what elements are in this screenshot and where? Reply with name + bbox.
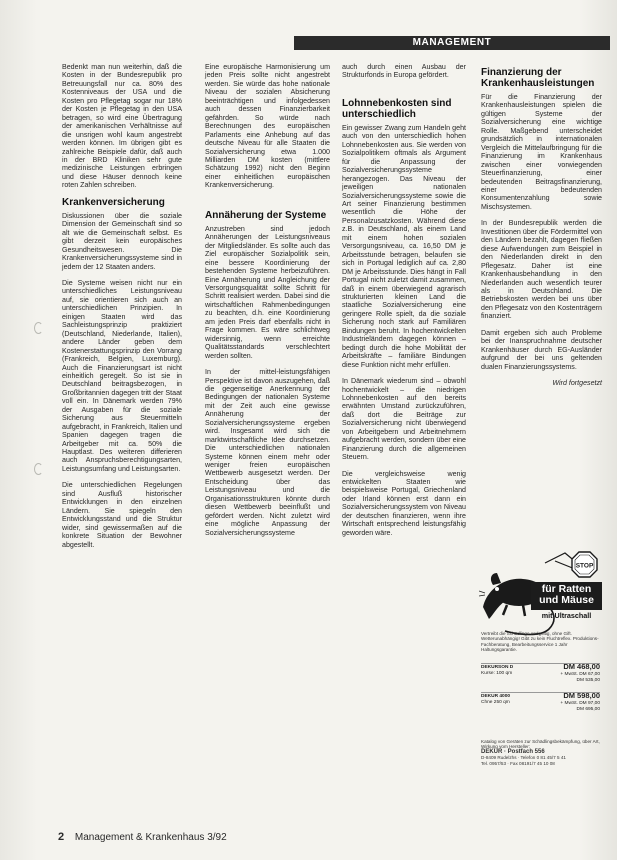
ad-contact: Tel. 0957/53 · Fax 08191/7 45 10 08 <box>481 760 555 766</box>
model-name: DEKURSON D <box>481 665 514 670</box>
page-footer <box>58 831 227 843</box>
paragraph: Die unterschiedlichen Regelungen sind Ausfluß historischer Entwicklungen in den einzelnen Ländern. Sie spiegeln den Entwicklungsstand und die Struktur wider, sind gewissermaßen auf die konkrete Situation der Bewohner abgestellt. <box>62 481 182 549</box>
continuation-note: Wird fortgesetzt <box>552 379 602 388</box>
model-spec: Kurse: 100 qm <box>481 671 513 676</box>
subheading: Lohnnebenkosten sind unterschiedlich <box>342 97 452 120</box>
paragraph: Eine europäische Harmonisierung um jeden Preis sollte nicht angestrebt werden. Sie würde das hohe nationale Niveau der sozialen Absicherung beeinträchtigen und infolgedessen auch dessen Finanzierbarkeit gefährden. So würde nach Berechnungen des europäischen Parlaments eine Anhebung auf das deutsche Niveau für alle Staaten die Sozialversicherung etwa 1.000 Milliarden DM kosten (mittlere Schätzung 1992) nicht den Beginn einer einheitlichen europäischen Krankenversicherung. <box>205 63 330 190</box>
model-vat: + MwSt. DM 67,00 <box>560 672 600 677</box>
ad-footer-text: Katalog von Geräten zur Schädlingsbekämpfung, über Art, Wirkung vom Hersteller: <box>481 739 600 750</box>
ad-price-row <box>481 663 600 692</box>
model-vat: + MwSt. DM 97,00 <box>560 701 600 706</box>
column-1 <box>62 63 182 549</box>
advertisement <box>479 549 602 821</box>
paragraph: In Dänemark wiederum sind – obwohl hochentwickelt – die niedrigen Lohnnebenkosten auf den bereits erwähnten Umstand zurückzuführen, daß dort die Beiträge zur Sozialversicherung nicht überwiegend von Arbeitgebern und Arbeitnehmern aufgebracht werden, sondern über eine Finanzierung durch die allgemeinen Steuern. <box>342 377 466 462</box>
subheading: Annäherung der Systeme <box>205 209 327 221</box>
column-4 <box>481 63 602 388</box>
publication-name: Management & Krankenhaus 3/92 <box>74 832 227 843</box>
paragraph: In der mittel-leistungsfähigen Perspektive ist davon auszugehen, daß die gegenseitige Anerkennung der Bedingungen der nationalen Systeme mit der Zeit auch eine gewisse Annäherung der Sozialversicherungssysteme ergeben wird. Insgesamt wird sich die marktwirtschaftliche Idee durchsetzen. Die unterschiedlichen nationalen Systeme können einem mehr oder weniger freien europäischen Wettbewerb ausgesetzt werden. Der Entscheidung über das Leistungsniveau und die Organisationsstrukturen könnte durch diesen Wettbewerb beeinflußt und gefördert werden. Nicht zuletzt wird eine mögliche Anpassung der Sozialversicherungssysteme <box>205 368 330 537</box>
model-total: DM 535,00 <box>576 678 600 683</box>
paragraph: Für die Finanzierung der Krankenhausleistungen spielen die gültigen Systeme der Sozialversicherung eine wichtige Rolle. Maßgebend unterscheidet grundsätzlich in internationalen Vergleich die Mittelaufbringung für die Finanzierung im Krankenhaus zwischen einer vorwiegenden Steuerfinanzierung, einer bedeutenden Beitragsfinanzierung, einer bedeutenden Konsumentenzahlung sowie Mischsystemen. <box>481 93 602 211</box>
ad-headline <box>531 582 602 610</box>
model-price: DM 468,00 <box>563 662 600 671</box>
paragraph: Diskussionen über die soziale Dimension der Gemeinschaft sind so alt wie die Gemeinschaft selbst. Es gibt derzeit kein europäisches Gesundheitswesen. Die Krankenversicherungssysteme sind in jedem der 12 Staaten anders. <box>62 211 182 271</box>
binder-hole-mark <box>34 322 43 334</box>
paragraph: Bedenkt man nun weiterhin, daß die Kosten in der Bundesrepublik pro Betreuungsfall nur ca. 80% des Kostenniveaus der USA und die Kosten pro Pflegetag sogar nur 18% der Kosten je Pflegetag in den USA betragen, so wird eine Übertragung der amerikanischen Verhältnisse auf die unsrigen wohl kaum angestrebt werden können. Im übrigen gibt es zahlreiche Beispiele dafür, daß auch in der BRD Kliniken sehr gute medizinische Leistungen erbringen und diese Häuser dennoch keine roten Zahlen schreiben. <box>62 63 182 190</box>
model-name: DEKUR 4000 <box>481 694 511 699</box>
paragraph: Ein gewisser Zwang zum Handeln geht auch von den unterschiedlich hohen Lohnnebenkosten aus. Sie werden von Sozialpolitikern oftmals als Argument für die Anpassung der Sozialversicherungssysteme herangezogen. Das Niveau der jeweiligen nationalen Sozialversicherungssysteme sowie die Art seiner Finanzierung bestimmen wesentlich die Höhe der Personalzusatzkosten. Während diese z.B. in Deutschland, als einem Land mit einem hohen sozialen Versorgungsniveau, ca. 16,50 DM je Arbeitsstunde betragen, belaufen sie sich in Portugal lediglich auf ca. 2,80 DM je Arbeitsstunde. Dies hängt in Fall Portugal nicht zuletzt damit zusammen, daß in einem überwiegend agrarisch strukturierten kleinen Land die staatliche Sozialversicherung eine geringere Rolle spielt, da die soziale Sicherung noch stark auf Familiären Bindungen beruht. In hochentwickelten Industrieländern dagegen können – bedingt durch die hohe Mobilität der Arbeitskräfte – familiäre Bindungen diese Funktion nicht mehr erfüllen. <box>342 123 466 369</box>
column-3 <box>342 63 466 537</box>
ad-price-table <box>481 663 600 721</box>
ad-headline-line: für Ratten <box>541 583 592 595</box>
section-label: MANAGEMENT <box>412 37 492 48</box>
stop-sign-text: STOP <box>575 562 594 570</box>
subheading: Krankenversicherung <box>62 196 165 208</box>
section-header-band <box>294 36 610 50</box>
ad-address: D-8409 Rudelzhs · Telefon 0 81 45/7 5 41 <box>481 755 566 761</box>
ad-headline-line: und Mäuse <box>539 593 594 606</box>
ad-brand: DEKUR · Postfach 556 <box>481 748 545 755</box>
ad-subheadline: mit Ultraschall <box>541 611 592 620</box>
paragraph: Damit ergeben sich auch Probleme bei der Inanspruchnahme deutscher Krankenhäuser durch EG-Ausländer aufgrund der bei uns geltenden dualen Finanzierungssystems. <box>481 328 602 371</box>
ad-price-row <box>481 692 600 721</box>
column-2 <box>205 63 330 537</box>
subheading: Finanzierung der Krankenhausleistungen <box>481 67 595 89</box>
page-number: 2 <box>58 831 65 843</box>
ad-footer <box>481 739 600 766</box>
paragraph: Die Systeme weisen nicht nur ein unterschiedliches Leistungsniveau auf, sie orientieren sich auch an unterschiedlichen Prinzipien. In einigen Staaten wird das Sachleistungsprinzip praktiziert (Deutschland, Niederlande, Italien), andere Länder geben dem Kostenerstattungsprinzip den Vorrang (Frankreich, Belgien, Luxemburg). Auch die Finanzierungsart ist nicht einheitlich geregelt. So ist sie in Deutschland beitragsbezogen, in Großbritannien dagegen tritt der Staat voll ein. In Dänemark werden 79% der Ausgaben für die soziale Sicherung aus Steuermitteln aufgebracht, in Frankreich, Italien und Spanien dagegen tragen die Arbeitgeber mit ca. 50% die Hauptlast. Des weiteren differieren auch Anspruchsberechtigungsarten, Leistungsumfang und Leistungsarten. <box>62 278 182 473</box>
paragraph: Anzustreben sind jedoch Annäherungen der Leistungsniveaus der Mitgliedsländer. Es sollte auch das Ziel europäischer Sozialpolitik sein, eine bessere Koordinierung der bestehenden Systeme herbeizuführen. Eine Annäherung und Angleichung der Versorgungsqualität sollte Schritt für Schritt realisiert werden. Dabei sind die wirtschaftlichen Rahmenbedingungen zu beachten, d.h. eine Koordinierung am jeden Preis darf ebenfalls nicht in Frage kommen. Es wäre schlichtweg widersinnig, wenn erreichte Qualitätsstandards verschlechtert werden sollten. <box>205 224 330 360</box>
model-price: DM 598,00 <box>563 691 600 700</box>
paragraph: Die vergleichsweise wenig entwickelten Staaten wie beispielsweise Portugal, Griechenland oder Irland können erst dann ein Sozialversicherungssystem von Niveau der deutschen finanzieren, wenn ihre Wirtschaft entsprechend leistungsfähig geworden wäre. <box>342 469 466 537</box>
paragraph: In der Bundesrepublik werden die Investitionen über die Fördermittel von den Ländern bezahlt, dagegen fließen diese Aufwendungen zum Beispiel in den Niederlanden direkt in den Pflegesatz. Daher ist eine Krankenhausbehandlung in den Niederlanden auch wesentlich teurer als in Deutschland. Die Betriebskosten werden bei uns über den Pflegesatz von den Kostenträgern finanziert. <box>481 219 602 321</box>
ad-description: Vertreibt die Schädlinge endgültig, ohne Gift. Wetterunabhängig! Gibt zu kein Fluchtreflex. Produktions-Fachberatung, Bearbeitungsservice 1 Jahr Haltungsgarantie. <box>481 631 599 652</box>
model-total: DM 695,00 <box>576 707 600 712</box>
paragraph: auch durch einen Ausbau der Strukturfonds in Europa gefördert. <box>342 63 466 80</box>
binder-hole-mark <box>34 463 43 475</box>
model-spec: Chne 250 qm <box>481 700 510 705</box>
